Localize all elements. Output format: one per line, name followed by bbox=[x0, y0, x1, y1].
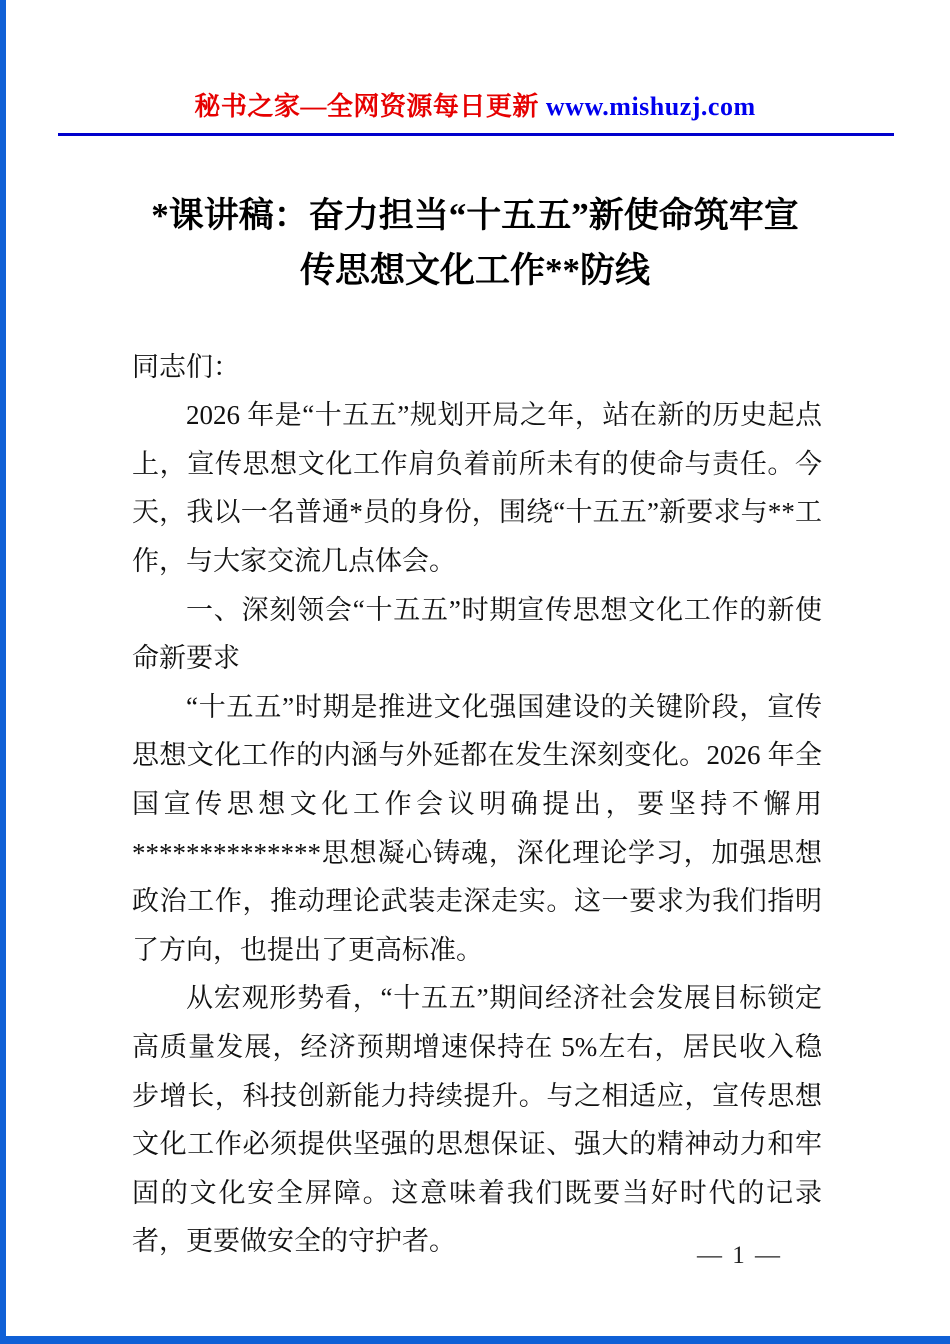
title-line-2: 传思想文化工作**防线 bbox=[299, 251, 650, 291]
page-number: — 1 — bbox=[697, 1242, 782, 1269]
document-body bbox=[132, 343, 822, 1266]
site-name: 秘书之家 bbox=[194, 92, 301, 121]
paragraph-salutation: 同志们： bbox=[132, 351, 240, 382]
header-divider bbox=[58, 133, 894, 136]
paragraph: “十五五”时期是推进文化强国建设的关键阶段，宣传思想文化工作的内涵与外延都在发生深刻变化。2026 年全国宣传思想文化工作会议明确提出，要坚持不懈用**************思想凝心铸魂，深化理论学习，加强思想政治工作，推动理论武装走深走实。这一要求为我们指明了方向，也提出了更高标准。 bbox=[132, 691, 822, 965]
site-tagline: —全网资源每日更新 bbox=[300, 92, 546, 121]
paragraph: 从宏观形势看，“十五五”期间经济社会发展目标锁定高质量发展，经济预期增速保持在 5%左右，居民收入稳步增长，科技创新能力持续提升。与之相适应，宣传思想文化工作必须提供坚强的思想保证、强大的精神动力和牢固的文化安全屏障。这意味着我们既要当好时代的记录者，更要做安全的守护者。 bbox=[132, 983, 822, 1257]
page-edge-left bbox=[0, 0, 6, 1344]
site-url: www.mishuzj.com bbox=[545, 92, 756, 121]
document-title bbox=[0, 188, 950, 299]
page-edge-bottom bbox=[0, 1336, 950, 1344]
paragraph-section-heading: 一、深刻领会“十五五”时期宣传思想文化工作的新使命新要求 bbox=[132, 594, 822, 674]
paragraph: 2026 年是“十五五”规划开局之年，站在新的历史起点上，宣传思想文化工作肩负着前所未有的使命与责任。今天，我以一名普通*员的身份，围绕“十五五”新要求与**工作，与大家交流几点体会。 bbox=[132, 400, 822, 576]
site-header bbox=[0, 0, 950, 123]
title-line-1: *课讲稿：奋力担当“十五五”新使命筑牢宣 bbox=[151, 196, 799, 235]
